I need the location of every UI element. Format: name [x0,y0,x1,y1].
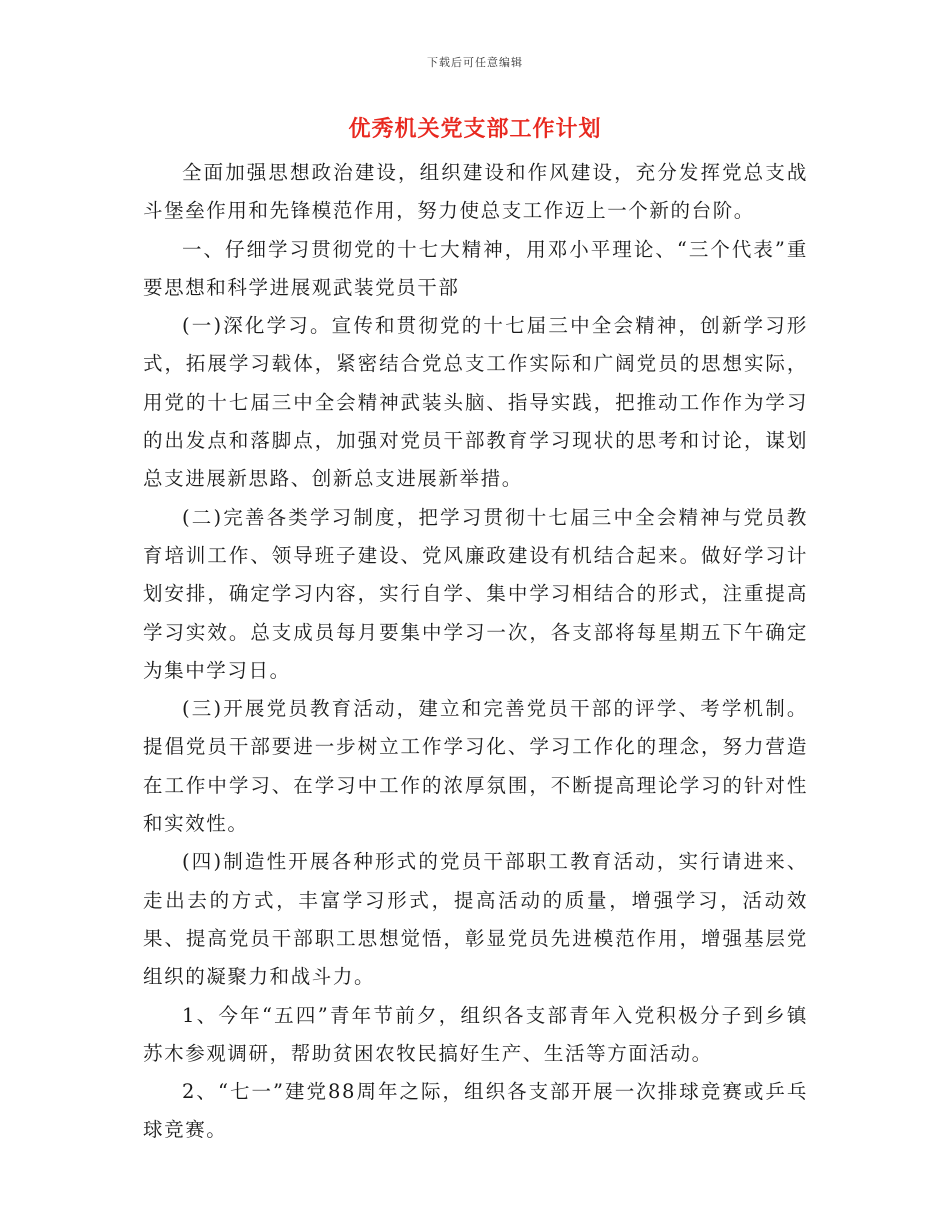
paragraph-item-1: (一)深化学习。宣传和贯彻党的十七届三中全会精神，创新学习形式，拓展学习载体，紧密结合党总支工作实际和广阔党员的思想实际，用党的十七届三中全会精神武装头脑、指导实践，把推动工作作为学习的出发点和落脚点，加强对党员干部教育学习现状的思考和讨论，谋划总支进展新思路、创新总支进展新举措。 [143,314,808,491]
paragraph-item-3: (三)开展党员教育活动，建立和完善党员干部的评学、考学机制。提倡党员干部要进一步树立工作学习化、学习工作化的理念，努力营造在工作中学习、在学习中工作的浓厚氛围，不断提高理论学习的针对性和实效性。 [143,697,808,836]
paragraph-item-2: (二)完善各类学习制度，把学习贯彻十七届三中全会精神与党员教育培训工作、领导班子建设、党风廉政建设有机结合起来。做好学习计划安排，确定学习内容，实行自学、集中学习相结合的形式，注重提高学习实效。总支成员每月要集中学习一次，各支部将每星期五下午确定为集中学习日。 [143,505,808,682]
paragraph-item-4: (四)制造性开展各种形式的党员干部职工教育活动，实行请进来、走出去的方式，丰富学习形式，提高活动的质量，增强学习，活动效果、提高党员干部职工思想觉悟，彰显党员先进模范作用，增强基层党组织的凝聚力和战斗力。 [143,850,808,989]
paragraph-activity-2: 2、“七一”建党88周年之际，组织各支部开展一次排球竞赛或乒乓球竞赛。 [143,1080,808,1142]
document-body [143,154,808,1150]
paragraph-activity-1: 1、今年“五四”青年节前夕，组织各支部青年入党积极分子到乡镇苏木参观调研，帮助贫困农牧民搞好生产、生活等方面活动。 [143,1003,808,1065]
document-title: 优秀机关党支部工作计划 [348,116,602,142]
paragraph-intro: 全面加强思想政治建设，组织建设和作风建设，充分发挥党总支战斗堡垒作用和先锋模范作用，努力使总支工作迈上一个新的台阶。 [143,161,808,223]
page-header: 下载后可任意编辑 [427,56,523,69]
paragraph-section-1-heading: 一、仔细学习贯彻党的十七大精神，用邓小平理论、“三个代表”重要思想和科学进展观武装党员干部 [143,237,808,299]
